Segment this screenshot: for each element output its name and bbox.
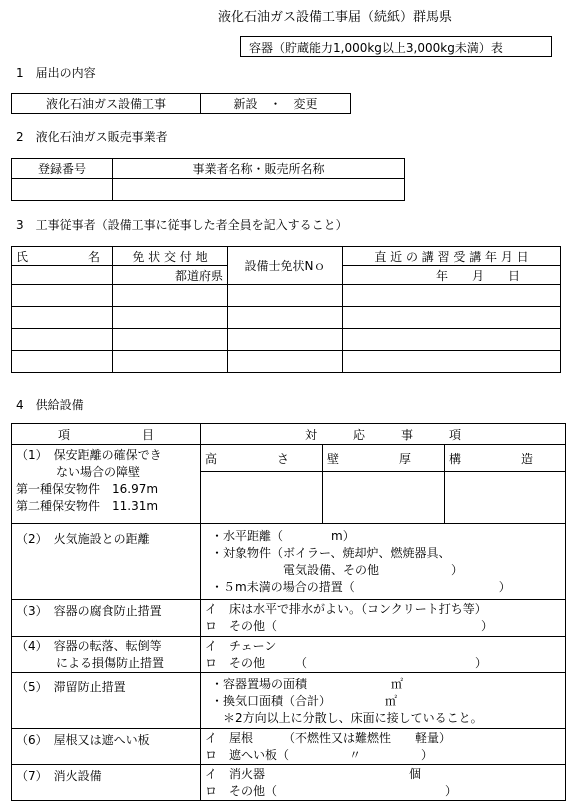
worker-cell[interactable] [343, 329, 561, 351]
row1-label-line: 第二種保安物件 11.31m [16, 499, 159, 513]
wall-thickness-header: 壁 厚 [323, 445, 445, 472]
row5-line: ・容器置場の面積 ㎡ [211, 677, 404, 691]
row5-label: （5） 滞留防止措置 [12, 673, 201, 729]
col-response-header: 対 応 事 項 [201, 424, 566, 445]
registration-number-field[interactable] [12, 179, 113, 201]
business-name-field[interactable] [113, 179, 405, 201]
row4-label [12, 637, 201, 673]
section2-table [11, 158, 405, 201]
row4-label-line: （4） 容器の転落、転倒等 [16, 639, 162, 653]
row1-label-line: 第一種保安物件 16.97m [16, 482, 159, 496]
row6-line: ロ 遮へい板（ 〃 ） [205, 748, 434, 762]
row3-content[interactable] [201, 600, 566, 637]
wall-structure-header: 構 造 [445, 445, 566, 472]
row6-content[interactable] [201, 729, 566, 765]
worker-cell[interactable] [113, 351, 228, 373]
worker-cell[interactable] [113, 285, 228, 307]
worker-cell[interactable] [12, 307, 113, 329]
worker-cell[interactable] [12, 285, 113, 307]
row4-line: ロ その他 （ ） [205, 656, 488, 670]
section1-heading: 1 届出の内容 [16, 66, 96, 80]
row7-line: イ 消火器 個 [205, 767, 422, 781]
supply-table [11, 423, 566, 801]
form-type-box [240, 36, 552, 57]
form-type-label: 容器（貯蔵能力1,000kg以上3,000kg未満）表 [249, 41, 503, 55]
row2-label: （2） 火気施設との距離 [12, 524, 201, 600]
page-title: 液化石油ガス設備工事届（続紙）群馬県 [218, 10, 453, 25]
worker-cell[interactable] [113, 307, 228, 329]
row2-line: 電気設備、その他 ） [283, 563, 464, 577]
workers-table [11, 246, 561, 373]
section1-label: 液化石油ガス設備工事 [12, 94, 201, 114]
row5-line: ・換気口面積（合計） ㎡ [211, 694, 398, 708]
registration-number-header: 登録番号 [12, 159, 113, 179]
worker-cell[interactable] [343, 285, 561, 307]
row4-content[interactable] [201, 637, 566, 673]
row5-content[interactable] [201, 673, 566, 729]
row6-line: イ 屋根 （不燃性又は難燃性 軽量） [205, 731, 452, 745]
row3-label: （3） 容器の腐食防止措置 [12, 600, 201, 637]
row5-line: ＊2方向以上に分散し、床面に接していること。 [223, 711, 483, 725]
worker-cell[interactable] [228, 351, 343, 373]
row1-label [12, 445, 201, 524]
business-name-header: 事業者名称・販売所名称 [113, 159, 405, 179]
worker-cell[interactable] [228, 329, 343, 351]
row7-content[interactable] [201, 765, 566, 801]
worker-cell[interactable] [12, 329, 113, 351]
row2-content[interactable] [201, 524, 566, 600]
row2-line: ・対象物件（ボイラー、焼却炉、燃焼器具、 [211, 546, 451, 560]
row3-line: イ 床は水平で排水がよい。（コンクリート打ち等） [205, 602, 487, 616]
worker-cell[interactable] [228, 307, 343, 329]
worker-cell[interactable] [343, 351, 561, 373]
col-number-header: 設備士免状Nｏ [228, 247, 343, 285]
col-license-header: 免 状 交 付 地 [113, 247, 228, 266]
col-name-header: 氏 名 [12, 247, 113, 266]
row1-label-line: ない場合の障壁 [56, 465, 141, 479]
col-date-sub: 年 月 日 [343, 266, 561, 285]
worker-cell[interactable] [12, 351, 113, 373]
row3-line: ロ その他（ ） [205, 619, 494, 633]
worker-name-cell[interactable] [12, 266, 113, 285]
wall-height-field[interactable] [201, 472, 323, 524]
section1-table [11, 93, 351, 114]
row4-label-line: による損傷防止措置 [56, 656, 165, 670]
wall-thickness-field[interactable] [323, 472, 445, 524]
wall-height-header: 高 さ [201, 445, 323, 472]
worker-cell[interactable] [228, 285, 343, 307]
row2-line: ・５m未満の場合の措置（ ） [211, 580, 511, 594]
section1-options[interactable]: 新設 ・ 変更 [201, 94, 351, 114]
row7-line: ロ その他（ ） [205, 784, 458, 798]
row2-line: ・水平距離（ m） [211, 529, 355, 543]
col-item-header: 項 目 [12, 424, 201, 445]
col-date-header: 直 近 の 講 習 受 講 年 月 日 [343, 247, 561, 266]
worker-cell[interactable] [113, 329, 228, 351]
wall-structure-field[interactable] [445, 472, 566, 524]
section2-heading: 2 液化石油ガス販売事業者 [16, 130, 168, 144]
section4-heading: 4 供給設備 [16, 398, 84, 412]
section3-heading: 3 工事従事者（設備工事に従事した者全員を記入すること） [16, 218, 348, 232]
col-license-sub: 都道府県 [113, 266, 228, 285]
worker-cell[interactable] [343, 307, 561, 329]
row1-label-line: （1） 保安距離の確保でき [16, 448, 162, 462]
row7-label: （7） 消火設備 [12, 765, 201, 801]
row6-label: （6） 屋根又は遮へい板 [12, 729, 201, 765]
row4-line: イ チェーン [205, 639, 277, 653]
